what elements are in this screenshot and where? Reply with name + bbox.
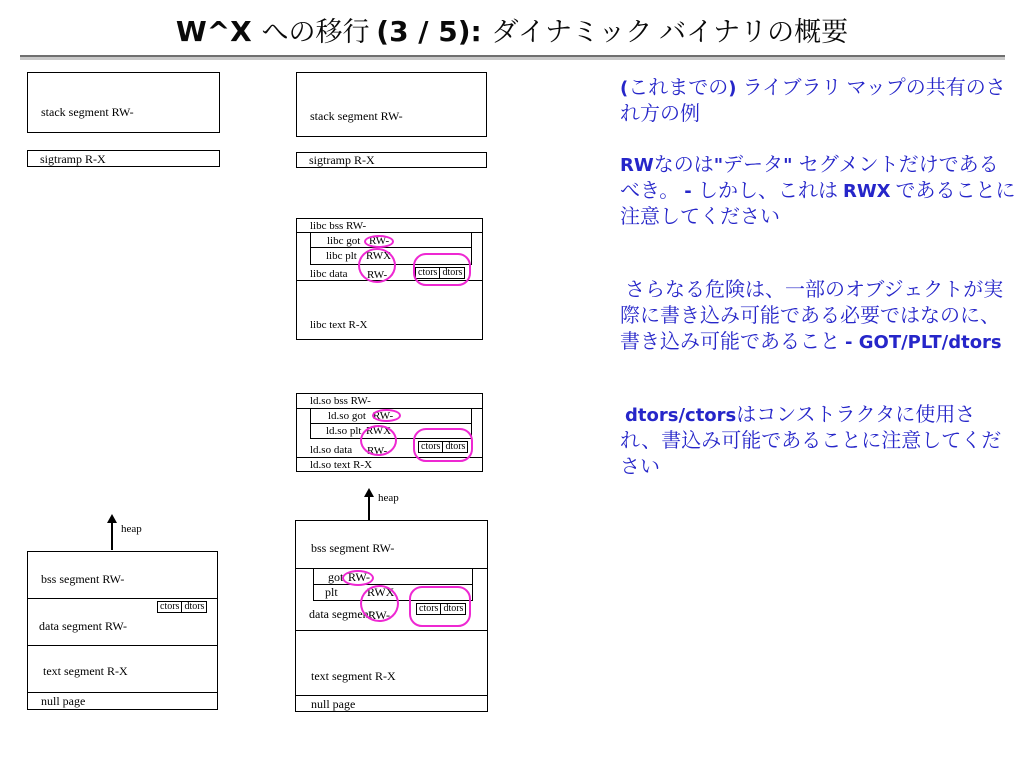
libc-data-perm: RW- — [367, 269, 388, 281]
note-library-map: (これまでの) ライブラリ マップの共有のされ方の例 — [620, 77, 1006, 125]
libc-dtors-box: dtors — [439, 267, 465, 279]
exec-mid-ctors-box: ctors — [416, 603, 441, 615]
exec-mid-bss-row — [296, 521, 487, 569]
exec-left-dtors-box: dtors — [181, 601, 207, 613]
libc-plt-label: libc plt — [326, 250, 357, 262]
heap-arrow-mid-line — [368, 496, 370, 520]
libc-bss-row — [297, 219, 482, 233]
heap-arrow-mid-head — [364, 488, 374, 497]
ldso-diagram — [296, 393, 483, 472]
libc-got-perm: RW- — [369, 235, 390, 247]
stack-mid-label: stack segment RW- — [310, 109, 403, 123]
ldso-ctors-dtors — [418, 441, 468, 453]
exec-mid-plt-perm: RWX — [367, 585, 395, 599]
exec-left-null-row — [28, 693, 217, 709]
libc-got-row — [311, 233, 471, 248]
exec-left-null-label: null page — [41, 694, 86, 708]
exec-left-text-row — [28, 646, 217, 693]
ldso-got-plt-inset — [310, 408, 472, 439]
note-rw-data: RWなのは"データ" セグメントだけであるべき。 - しかし、これは RWX であることに注意してください — [620, 154, 1016, 228]
libc-ctors-dtors — [415, 267, 465, 279]
libc-text-row — [297, 281, 482, 339]
exec-left-bss-label: bss segment RW- — [41, 572, 125, 586]
exec-mid-got-plt-inset — [313, 568, 473, 601]
ldso-data-label: ld.so data — [310, 444, 353, 456]
exec-mid-got-perm: RW- — [348, 570, 371, 584]
note-dtors-ctors: dtors/ctorsはコンストラクタに使用され、書込み可能であることに注意してください — [620, 404, 1002, 478]
ldso-got-label: ld.so got — [328, 410, 366, 422]
libc-ctors-box: ctors — [415, 267, 440, 279]
libc-diagram — [296, 218, 483, 340]
libc-plt-row — [311, 248, 471, 264]
ldso-got-perm: RW- — [373, 410, 394, 422]
heap-arrow-left-head — [107, 514, 117, 523]
exec-mid-bss-label: bss segment RW- — [311, 541, 395, 555]
ldso-data-perm: RW- — [367, 445, 388, 457]
exec-mid-plt-label: plt — [325, 585, 338, 599]
heap-left-label: heap — [121, 523, 142, 535]
ldso-got-row — [311, 409, 471, 424]
ldso-plt-label: ld.so plt — [326, 425, 362, 437]
libc-got-plt-inset — [310, 232, 472, 265]
exec-mid-null-label: null page — [311, 697, 356, 711]
exec-left-data-label: data segment RW- — [39, 619, 127, 633]
exec-left-data-row — [28, 599, 217, 646]
exec-left-diagram — [27, 551, 218, 710]
exec-mid-ctors-dtors — [416, 603, 466, 615]
ldso-dtors-box: dtors — [442, 441, 468, 453]
exec-left-bss-row — [28, 552, 217, 599]
ldso-bss-row — [297, 394, 482, 409]
exec-left-ctors-box: ctors — [157, 601, 182, 613]
heap-mid-label: heap — [378, 492, 399, 504]
libc-plt-perm: RWX — [366, 250, 392, 262]
exec-mid-data-label: data segment — [309, 607, 372, 621]
stack-left-box — [27, 72, 220, 133]
libc-got-label: libc got — [327, 235, 361, 247]
sigtramp-left-box — [27, 150, 220, 167]
exec-mid-diagram — [295, 520, 488, 712]
ldso-bss-label: ld.so bss RW- — [310, 395, 371, 407]
exec-mid-got-row — [314, 569, 472, 585]
exec-mid-data-row — [296, 601, 487, 631]
exec-mid-text-label: text segment R-X — [311, 669, 396, 683]
libc-data-row — [297, 265, 482, 281]
sigtramp-left-label: sigtramp R-X — [40, 152, 106, 166]
exec-mid-text-row — [296, 631, 487, 696]
exec-mid-null-row — [296, 696, 487, 711]
ldso-ctors-box: ctors — [418, 441, 443, 453]
exec-left-text-label: text segment R-X — [43, 664, 128, 678]
ldso-plt-perm: RWX — [366, 425, 392, 437]
libc-text-label: libc text R-X — [310, 319, 368, 331]
libc-data-label: libc data — [310, 268, 348, 280]
exec-mid-data-perm: RW- — [368, 608, 391, 622]
title-divider — [20, 55, 1005, 60]
ldso-text-label: ld.so text R-X — [310, 459, 373, 471]
stack-mid-box — [296, 72, 487, 137]
slide-title: W^X への移行 (3 / 5): ダイナミック バイナリの概要 — [175, 15, 849, 48]
libc-bss-label: libc bss RW- — [310, 220, 367, 232]
heap-arrow-left-line — [111, 521, 113, 550]
exec-mid-plt-row — [314, 585, 472, 600]
sigtramp-mid-box — [296, 152, 487, 168]
exec-mid-dtors-box: dtors — [440, 603, 466, 615]
note-danger: さらなる危険は、一部のオブジェクトが実際に書き込み可能である必要ではなのに、書き込み可能であること - GOT/PLT/dtors — [620, 279, 1004, 353]
ldso-data-row — [297, 439, 482, 458]
exec-mid-got-label: got — [328, 570, 344, 584]
exec-left-ctors-dtors — [157, 601, 207, 613]
stack-left-label: stack segment RW- — [41, 105, 134, 119]
ldso-text-row — [297, 458, 482, 471]
ldso-plt-row — [311, 424, 471, 438]
sigtramp-mid-label: sigtramp R-X — [309, 153, 375, 167]
